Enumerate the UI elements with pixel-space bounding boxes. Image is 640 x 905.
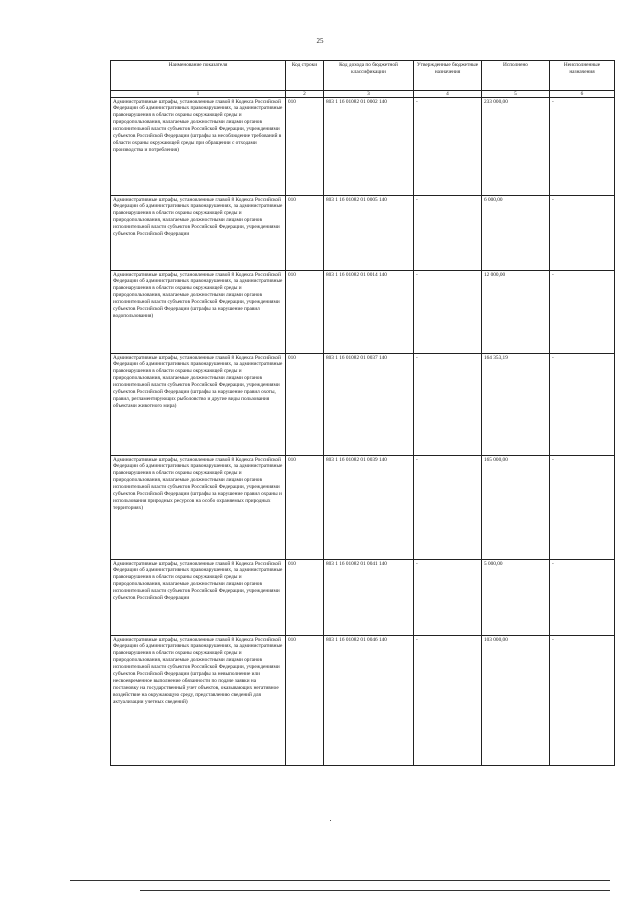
indicator-name: Административные штрафы, установленные главой 8 Кодекса Российской Федерации об административных правонарушениях, за административные правонарушения в области охраны окружающей среды и природопользования, налагаемые должностными лицами органов исполнительной власти субъектов Российской Федерации, учреждениями субъектов Российской Федерации (штрафы за нарушение правил охраны и использования природных ресурсов на особо охраняемых природных территориях) [111,456,286,560]
budget-execution-table [110,60,615,766]
table-row [111,354,615,456]
executed-amount: 233 000,00 [482,98,550,196]
column-number: 5 [482,91,550,98]
table-row [111,456,615,560]
unexecuted-amount: - [550,560,615,636]
budget-code: 803 1 16 01082 01 0014 140 [324,271,414,354]
executed-amount: 164 353,19 [482,354,550,456]
budget-code: 803 1 16 01082 01 0037 140 [324,354,414,456]
header-unexecuted: Неисполненные назначения [550,61,615,91]
table-header-row [111,61,615,91]
indicator-name: Административные штрафы, установленные главой 8 Кодекса Российской Федерации об административных правонарушениях, за административные правонарушения в области охраны окружающей среды и природопользования, налагаемые должностными лицами органов исполнительной власти субъектов Российской Федерации, учреждениями субъектов Российской Федерации (штрафы за невыполнение или несвоевременное выполнение обязанности по подаче заявки на постановку на государственный учет объектов, оказывающих негативное воздействие на окружающую среду, представлению сведений для актуализации учетных сведений) [111,636,286,766]
indicator-name: Административные штрафы, установленные главой 8 Кодекса Российской Федерации об административных правонарушениях, за административные правонарушения в области охраны окружающей среды и природопользования, налагаемые должностными лицами органов исполнительной власти субъектов Российской Федерации, учреждениями субъектов Российской Федерации (штрафы за несоблюдение требований в области охраны окружающей среды при обращении с отходами производства и потребления) [111,98,286,196]
header-budget-code: Код дохода по бюджетной классификации [324,61,414,91]
approved-amount: - [414,271,482,354]
indicator-name: Административные штрафы, установленные главой 8 Кодекса Российской Федерации об административных правонарушениях, за административные правонарушения в области охраны окружающей среды и природопользования, налагаемые должностными лицами органов исполнительной власти субъектов Российской Федерации, учреждениями субъектов Российской Федерации [111,560,286,636]
unexecuted-amount: - [550,456,615,560]
table-row [111,196,615,271]
column-number: 6 [550,91,615,98]
line-code: 010 [286,98,324,196]
line-code: 010 [286,271,324,354]
executed-amount: 12 000,00 [482,271,550,354]
indicator-name: Административные штрафы, установленные главой 8 Кодекса Российской Федерации об административных правонарушениях, за административные правонарушения в области охраны окружающей среды и природопользования, налагаемые должностными лицами органов исполнительной власти субъектов Российской Федерации, учреждениями субъектов Российской Федерации (штрафы за нарушение правил водопользования) [111,271,286,354]
scan-footer-line [140,890,610,891]
budget-code: 803 1 16 01082 01 0039 140 [324,456,414,560]
approved-amount: - [414,98,482,196]
column-number: 3 [324,91,414,98]
budget-code: 803 1 16 01082 01 0002 140 [324,98,414,196]
scan-footer-line [70,880,610,881]
table-row [111,98,615,196]
unexecuted-amount: - [550,271,615,354]
page-number: 25 [316,37,324,45]
header-line-code: Код строки [286,61,324,91]
unexecuted-amount: - [550,354,615,456]
header-indicator-name: Наименование показателя [111,61,286,91]
header-executed: Исполнено [482,61,550,91]
indicator-name: Административные штрафы, установленные главой 8 Кодекса Российской Федерации об административных правонарушениях, за административные правонарушения в области охраны окружающей среды и природопользования, налагаемые должностными лицами органов исполнительной власти субъектов Российской Федерации, учреждениями субъектов Российской Федерации [111,196,286,271]
table-row [111,560,615,636]
header-approved: Утвержденные бюджетные назначения [414,61,482,91]
approved-amount: - [414,560,482,636]
line-code: 010 [286,636,324,766]
unexecuted-amount: - [550,98,615,196]
table-row [111,636,615,766]
approved-amount: - [414,456,482,560]
line-code: 010 [286,560,324,636]
column-number: 2 [286,91,324,98]
executed-amount: 103 000,00 [482,636,550,766]
line-code: 010 [286,354,324,456]
approved-amount: - [414,354,482,456]
scan-speck [330,820,331,821]
unexecuted-amount: - [550,636,615,766]
approved-amount: - [414,196,482,271]
executed-amount: 165 000,00 [482,456,550,560]
column-number: 4 [414,91,482,98]
executed-amount: 5 000,00 [482,560,550,636]
executed-amount: 6 000,00 [482,196,550,271]
line-code: 010 [286,196,324,271]
indicator-name: Административные штрафы, установленные главой 8 Кодекса Российской Федерации об административных правонарушениях, за административные правонарушения в области охраны окружающей среды и природопользования, налагаемые должностными лицами органов исполнительной власти субъектов Российской Федерации, учреждениями субъектов Российской Федерации (штрафы за нарушение правил охоты, правил, регламентирующих рыболовство и другие виды пользования объектами животного мира) [111,354,286,456]
column-number: 1 [111,91,286,98]
budget-code: 803 1 16 01082 01 0041 140 [324,560,414,636]
column-number-row [111,91,615,98]
unexecuted-amount: - [550,196,615,271]
table-row [111,271,615,354]
approved-amount: - [414,636,482,766]
line-code: 010 [286,456,324,560]
budget-code: 803 1 16 01082 01 0046 140 [324,636,414,766]
budget-code: 803 1 16 01082 01 0005 140 [324,196,414,271]
